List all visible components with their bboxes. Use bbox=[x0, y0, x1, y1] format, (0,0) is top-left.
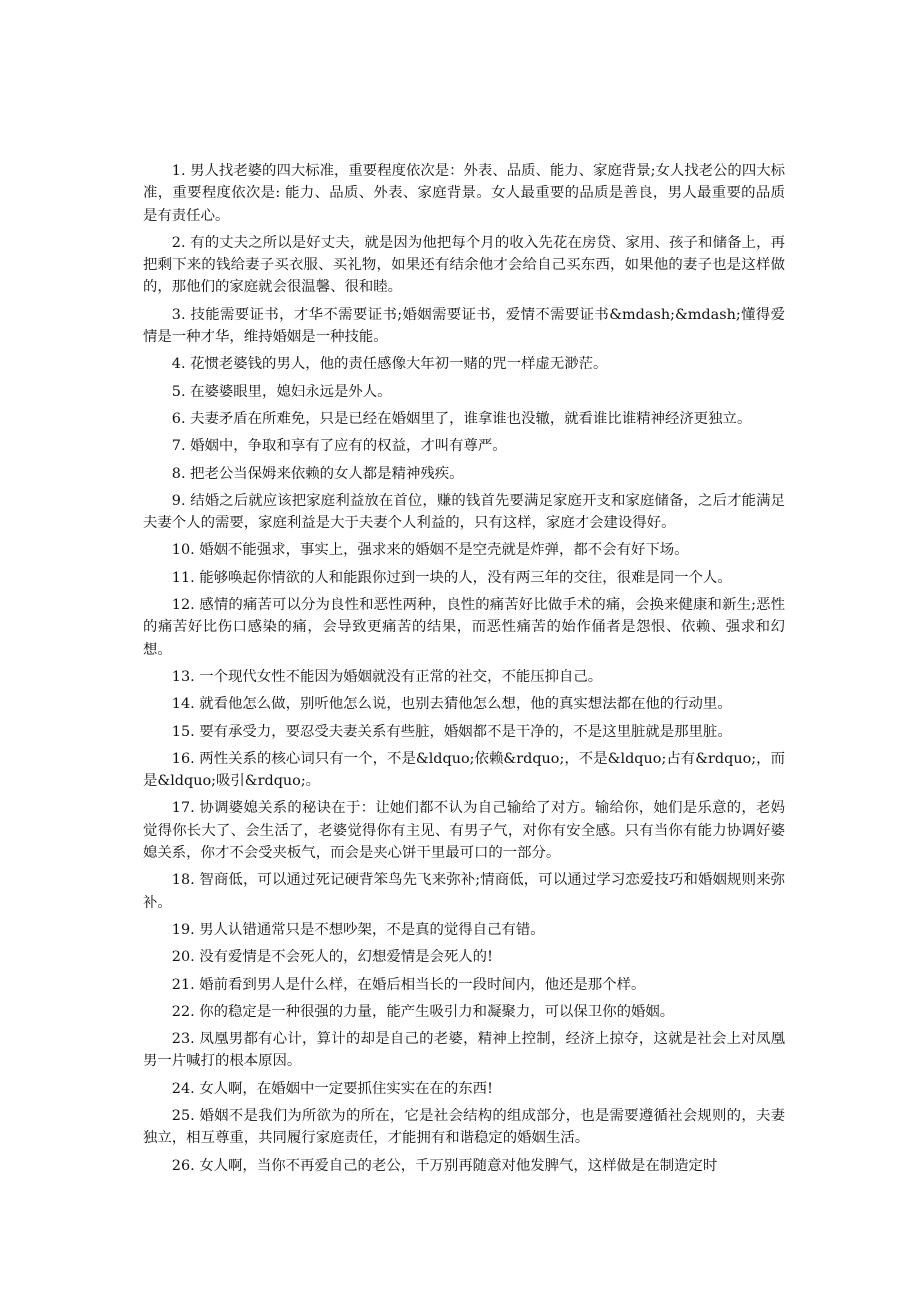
paragraph-3: 3. 技能需要证书，才华不需要证书;婚姻需要证书，爱情不需要证书&mdash;&mdash;懂得爱情是一种才华，维持婚姻是一种技能。 bbox=[143, 306, 785, 346]
paragraph-26: 26. 女人啊，当你不再爱自己的老公，千万别再随意对他发脾气，这样做是在制造定时 bbox=[171, 1157, 718, 1174]
paragraph-12: 12. 感情的痛苦可以分为良性和恶性两种，良性的痛苦好比做手术的痛，会换来健康和新生;恶性的痛苦好比伤口感染的痛，会导致更痛苦的结果，而恶性痛苦的始作俑者是怨恨、依赖、强求和幻想。 bbox=[143, 597, 785, 658]
paragraph-21: 21. 婚前看到男人是什么样，在婚后相当长的一段时间内，他还是那个样。 bbox=[171, 976, 646, 993]
paragraph-20: 20. 没有爱情是不会死人的，幻想爱情是会死人的! bbox=[171, 949, 493, 966]
paragraph-9: 9. 结婚之后就应该把家庭利益放在首位，赚的钱首先要满足家庭开支和家庭储备，之后才能满足夫妻个人的需要，家庭利益是大于夫妻个人利益的，只有这样，家庭才会建设得好。 bbox=[143, 492, 785, 532]
paragraph-22: 22. 你的稳定是一种很强的力量，能产生吸引力和凝聚力，可以保卫你的婚姻。 bbox=[171, 1003, 675, 1020]
paragraph-23: 23. 凤凰男都有心计，算计的却是自己的老婆，精神上控制，经济上掠夺，这就是社会上对凤凰男一片喊打的根本原因。 bbox=[143, 1031, 785, 1070]
paragraph-10: 10. 婚姻不能强求，事实上，强求来的婚姻不是空壳就是炸弹，都不会有好下场。 bbox=[171, 542, 689, 559]
paragraph-7: 7. 婚姻中，争取和享有了应有的权益，才叫有尊严。 bbox=[171, 438, 507, 455]
paragraph-15: 15. 要有承受力，要忍受夫妻关系有些脏，婚姻都不是干净的，不是这里脏就是那里脏。 bbox=[171, 723, 732, 740]
paragraph-6: 6. 夫妻矛盾在所难免，只是已经在婚姻里了，谁拿谁也没辙，就看谁比谁精神经济更独立。 bbox=[171, 410, 752, 427]
paragraph-25: 25. 婚姻不是我们为所欲为的所在，它是社会结构的组成部分，也是需要遵循社会规则的，夫妻独立，相互尊重，共同履行家庭责任，才能拥有和谐稳定的婚姻生活。 bbox=[143, 1107, 785, 1147]
paragraph-19: 19. 男人认错通常只是不想吵架，不是真的觉得自己有错。 bbox=[171, 921, 545, 938]
paragraph-1: 1. 男人找老婆的四大标准，重要程度依次是：外表、品质、能力、家庭背景;女人找老公的四大标准，重要程度依次是: 能力、品质、外表、家庭背景。女人最重要的品质是善良，男人最重要的品质是有责任心。 bbox=[143, 163, 785, 224]
paragraph-8: 8. 把老公当保姆来依赖的女人都是精神残疾。 bbox=[171, 465, 464, 482]
paragraph-24: 24. 女人啊，在婚姻中一定要抓住实实在在的东西! bbox=[171, 1080, 493, 1097]
paragraph-18: 18. 智商低，可以通过死记硬背笨鸟先飞来弥补;情商低，可以通过学习恋爱技巧和婚姻规则来弥补。 bbox=[143, 872, 785, 911]
paragraph-5: 5. 在婆婆眼里，媳妇永远是外人。 bbox=[171, 383, 392, 400]
paragraph-11: 11. 能够唤起你情欲的人和能跟你过到一块的人，没有两三年的交往，很难是同一个人。 bbox=[171, 569, 732, 586]
paragraph-17: 17. 协调婆媳关系的秘诀在于：让她们都不认为自己输给了对方。输给你，她们是乐意的，老妈觉得你长大了、会生活了，老婆觉得你有主见、有男子气，对你有安全感。只有当你有能力协调好婆媳关系，你才不会受夹板气，而会是夹心饼干里最可口的一部分。 bbox=[143, 800, 785, 862]
document-body bbox=[143, 160, 785, 1182]
paragraph-2: 2. 有的丈夫之所以是好丈夫，就是因为他把每个月的收入先花在房贷、家用、孩子和储备上，再把剩下来的钱给妻子买衣服、买礼物，如果还有结余他才会给自己买东西，如果他的妻子也是这样做的，那他们的家庭就会很温馨、很和睦。 bbox=[143, 234, 785, 296]
paragraph-13: 13. 一个现代女性不能因为婚姻就没有正常的社交，不能压抑自己。 bbox=[171, 668, 603, 685]
paragraph-4: 4. 花惯老婆钱的男人，他的责任感像大年初一赌的咒一样虚无渺茫。 bbox=[171, 356, 608, 373]
paragraph-16: 16. 两性关系的核心词只有一个，不是&ldquo;依赖&rdquo;，不是&ldquo;占有&rdquo;，而是&ldquo;吸引&rdquo;。 bbox=[143, 750, 785, 790]
paragraph-14: 14. 就看他怎么做，别听他怎么说，也别去猜他怎么想，他的真实想法都在他的行动里。 bbox=[171, 696, 732, 713]
